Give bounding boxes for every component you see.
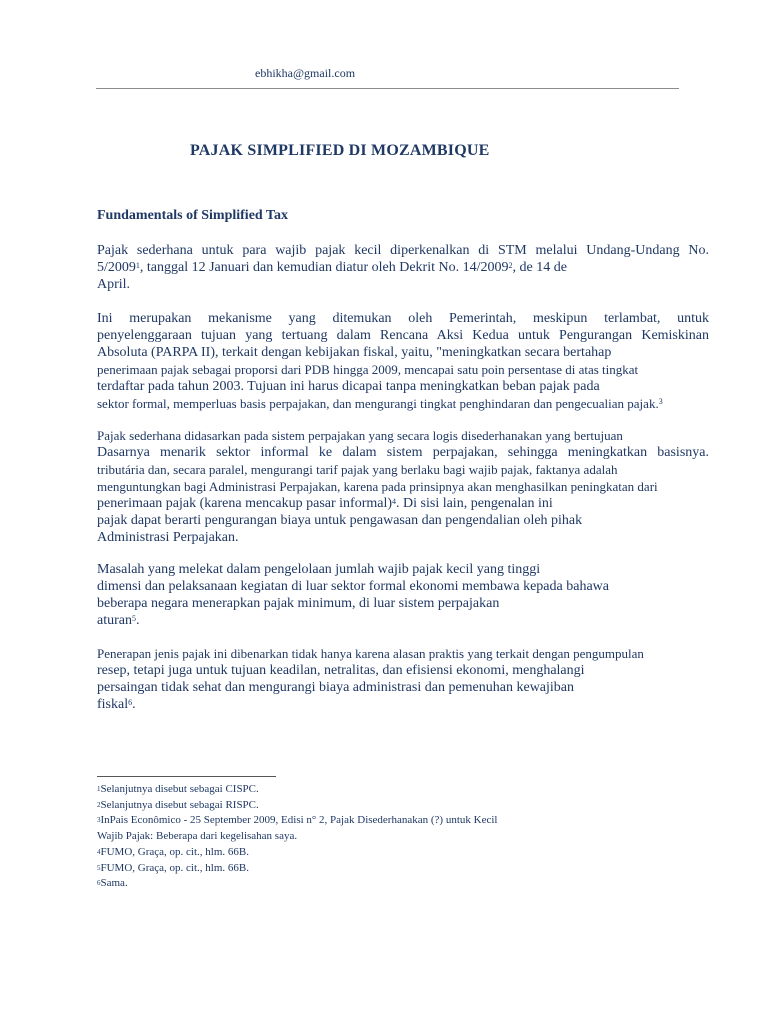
footnote: $^4$FUMO, Graça, op. cit., hlm. 66B. (97, 845, 249, 858)
text-line: Absoluta (PARPA II), terkait dengan kebijakan fiskal, yaitu, "meningkatkan secara bertahap (97, 345, 612, 360)
text-line: penerimaan pajak (karena mencakup pasar informal)$^4$. Di sisi lain, pengenalan ini (97, 496, 553, 511)
text-line: aturan$^5$. (97, 613, 140, 628)
text-line: Masalah yang melekat dalam pengelolaan jumlah wajib pajak kecil yang tinggi (97, 562, 541, 577)
text-line: resep, tetapi juga untuk tujuan keadilan, netralitas, dan efisiensi ekonomi, menghalangi (97, 663, 585, 678)
footnote-ref[interactable]: 2 (508, 261, 513, 270)
text-line: fiskal$^6$. (97, 697, 136, 712)
footnote: $^1$Selanjutnya disebut sebagai CISPC. (97, 783, 259, 795)
section-heading: Fundamentals of Simplified Tax (97, 208, 288, 223)
text-line: Dasarnya menarik sektor informal ke dalam sistem perpajakan, sehingga meningkatkan basisnya. (97, 445, 709, 460)
text-line: penyelenggaraan tujuan yang tertuang dalam Rencana Aksi Kedua untuk Pengurangan Kemiskinan (97, 328, 709, 343)
header-divider (96, 88, 679, 89)
footnote: $^2$Selanjutnya disebut sebagai RISPC. (97, 798, 259, 811)
footnotes (97, 782, 497, 892)
text-line: pajak dapat berarti pengurangan biaya untuk pengawasan dan pengendalian oleh pihak (97, 513, 583, 528)
paragraph-4 (97, 561, 709, 629)
footnote-ref[interactable]: 4 (392, 497, 397, 506)
author-email: ebhikha@gmail.com (255, 66, 356, 80)
footnote-ref[interactable]: 1 (135, 261, 140, 270)
paragraph-2 (97, 310, 709, 412)
paragraph-3 (97, 427, 709, 546)
paragraph-5 (97, 645, 709, 713)
text-line: menguntungkan bagi Administrasi Perpajakan, karena pada prinsipnya akan menghasilkan peningkatan dari (97, 479, 658, 494)
text-line: April. (97, 277, 131, 292)
text-line: beberapa negara menerapkan pajak minimum, di luar sistem perpajakan (97, 596, 500, 611)
text-line: 5/2009$^1$, tanggal 12 Januari dan kemudian diatur oleh Dekrit No. 14/2009$^2$, de 14 de (97, 260, 567, 275)
text-line: Pajak sederhana untuk para wajib pajak kecil diperkenalkan di STM melalui Undang-Undang No. (97, 243, 709, 258)
paragraph-1 (97, 242, 709, 293)
footnote: $^3$InPais Econômico - 25 September 2009, Edisi n° 2, Pajak Disederhanakan (?) untuk Kecil (97, 814, 498, 827)
footnote-ref[interactable]: 5 (131, 614, 136, 623)
text-line: penerimaan pajak sebagai proporsi dari PDB hingga 2009, mencapai satu poin persentase di atas tingkat (97, 362, 639, 377)
document-title: PAJAK SIMPLIFIED DI MOZAMBIQUE (190, 142, 490, 159)
text-line: tributária dan, secara paralel, mengurangi tarif pajak yang berlaku bagi wajib pajak, faktanya adalah (97, 462, 618, 477)
text-line: Pajak sederhana didasarkan pada sistem perpajakan yang secara logis disederhanakan yang bertujuan (97, 428, 623, 443)
text-line: sektor formal, memperluas basis perpajakan, dan mengurangi tingkat penghindaran dan pengecualian pajak.$^3$ (97, 396, 663, 411)
text-line: persaingan tidak sehat dan mengurangi biaya administrasi dan pemenuhan kewajiban (97, 680, 575, 695)
footnote-separator (97, 776, 276, 777)
text-line: dimensi dan pelaksanaan kegiatan di luar sektor formal ekonomi membawa kepada bahawa (97, 579, 609, 594)
footnote: $^6$Sama. (97, 877, 128, 890)
text-line: Administrasi Perpajakan. (97, 530, 239, 545)
text-line: terdaftar pada tahun 2003. Tujuan ini harus dicapai tanpa meningkatkan beban pajak pada (97, 379, 600, 394)
text-line: Penerapan jenis pajak ini dibenarkan tidak hanya karena alasan praktis yang terkait dengan pengumpulan (97, 646, 644, 661)
text-line: Ini merupakan mekanisme yang ditemukan oleh Pemerintah, meskipun terlambat, untuk (97, 311, 709, 326)
footnote: $^5$FUMO, Graça, op. cit., hlm. 66B. (97, 861, 249, 874)
footnote-ref[interactable]: 6 (128, 698, 133, 707)
footnote-ref[interactable]: 3 (658, 397, 663, 406)
footnote: Wajib Pajak: Beberapa dari kegelisahan saya. (97, 830, 298, 843)
